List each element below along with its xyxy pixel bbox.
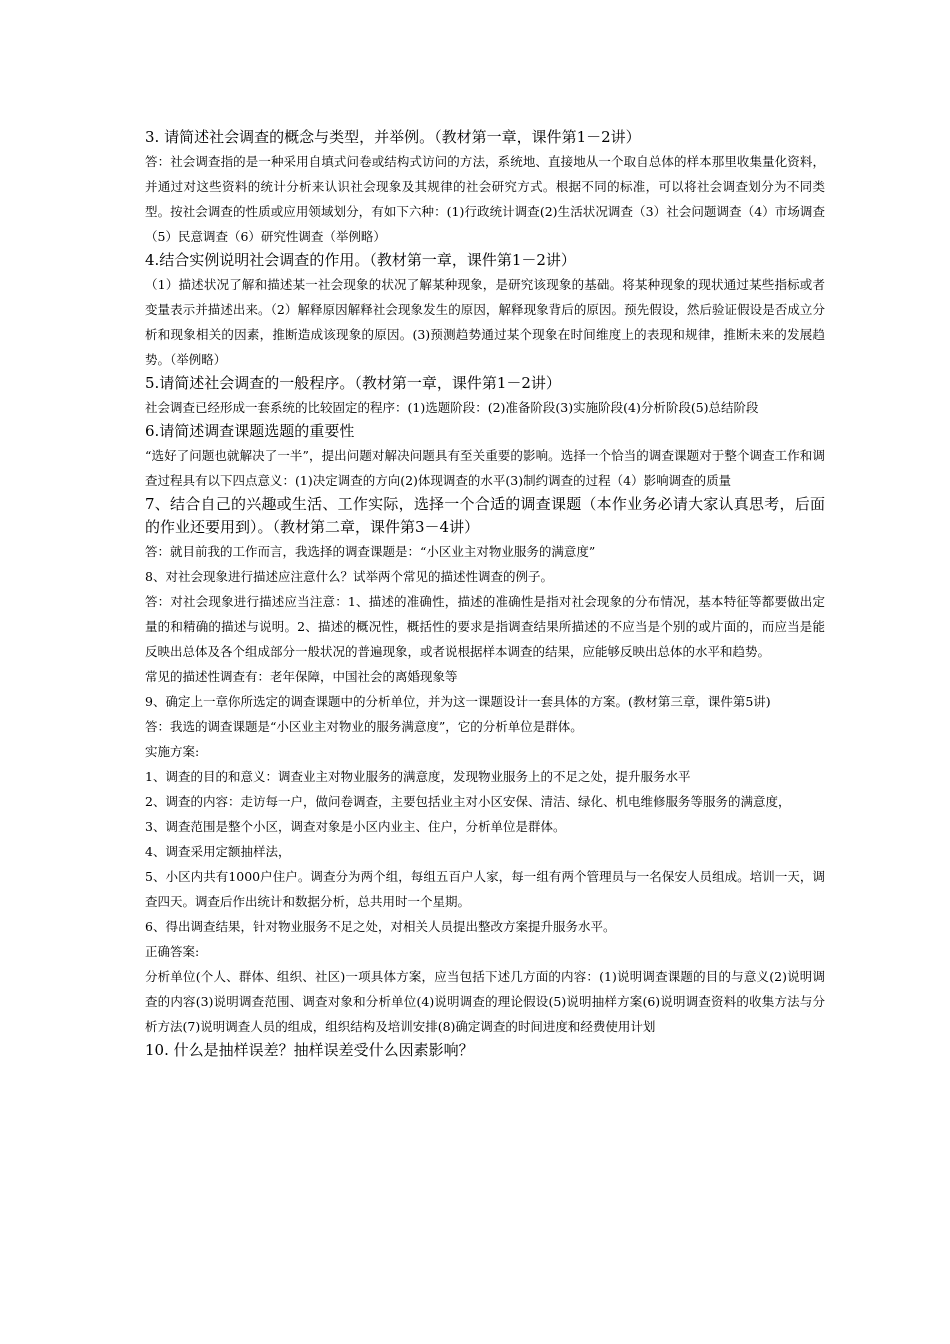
answer-5: 社会调查已经形成一套系统的比较固定的程序：(1)选题阶段：(2)准备阶段(3)实施阶段(4)分析阶段(5)总结阶段 — [145, 400, 759, 415]
answer-8-examples: 常见的描述性调查有：老年保障，中国社会的离婚现象等 — [145, 669, 458, 684]
question-5-heading: 5.请简述社会调查的一般程序。（教材第一章，课件第1－2讲） — [145, 374, 561, 392]
answer-3: 答：社会调查指的是一种采用自填式问卷或结构式访问的方法，系统地、直接地从一个取自总体的样本那里收集量化资料，并通过对这些资料的统计分析来认识社会现象及其规律的社会研究方式。根据不同的标准，可以将社会调查划分为不同类型。按社会调查的性质或应用领域划分，有如下六种：(1)行政统计调查(2)生活状况调查（3）社会问题调查（4）市场调查（5）民意调查（6）研究性调查（举例略） — [145, 154, 825, 244]
plan-item-6: 6、得出调查结果，针对物业服务不足之处，对相关人员提出整改方案提升服务水平。 — [145, 919, 616, 934]
plan-item-4: 4、调查采用定额抽样法， — [145, 844, 291, 859]
document-page — [145, 126, 825, 1062]
correct-answer-label: 正确答案: — [145, 944, 200, 959]
question-9-heading: 9、确定上一章你所选定的调查课题中的分析单位，并为这一课题设计一套具体的方案。(教材第三章，课件第5讲) — [145, 694, 771, 709]
plan-item-1: 1、调查的目的和意义：调查业主对物业服务的满意度，发现物业服务上的不足之处，提升服务水平 — [145, 769, 691, 784]
question-6-heading: 6.请简述调查课题选题的重要性 — [145, 422, 355, 440]
plan-title: 实施方案: — [145, 744, 200, 759]
question-3-heading: 3. 请简述社会调查的概念与类型，并举例。（教材第一章，课件第1－2讲） — [145, 128, 641, 146]
plan-item-3: 3、调查范围是整个小区，调查对象是小区内业主、住户，分析单位是群体。 — [145, 819, 566, 834]
plan-item-2: 2、调查的内容：走访每一户，做问卷调查，主要包括业主对小区安保、清洁、绿化、机电维修服务等服务的满意度， — [145, 794, 791, 809]
question-8-heading: 8、对社会现象进行描述应注意什么？试举两个常见的描述性调查的例子。 — [145, 569, 553, 584]
question-7-heading: 7、结合自己的兴趣或生活、工作实际，选择一个合适的调查课题（本作业务必请大家认真思考，后面的作业还要用到）。（教材第二章，课件第3－4讲） — [145, 495, 825, 536]
answer-9: 答：我选的调查课题是“小区业主对物业的服务满意度”，它的分析单位是群体。 — [145, 719, 583, 734]
answer-4: （1）描述状况了解和描述某一社会现象的状况了解某种现象，是研究该现象的基础。将某种现象的现状通过某些指标或者变量表示并描述出来。（2）解释原因解释社会现象发生的原因，解释现象背后的原因。预先假设，然后验证假设是否成立分析和现象相关的因素，推断造成该现象的原因。(3)预测趋势通过某个现象在时间维度上的表现和规律，推断未来的发展趋势。（举例略） — [145, 277, 825, 367]
question-4-heading: 4.结合实例说明社会调查的作用。（教材第一章，课件第1－2讲） — [145, 251, 576, 269]
question-10-heading: 10. 什么是抽样误差？抽样误差受什么因素影响？ — [145, 1041, 474, 1059]
answer-6: “选好了问题也就解决了一半”，提出问题对解决问题具有至关重要的影响。选择一个恰当的调查课题对于整个调查工作和调查过程具有以下四点意义：(1)决定调查的方向(2)体现调查的水平(3)制约调查的过程（4）影响调查的质量 — [145, 448, 825, 488]
plan-item-5: 5、小区内共有1000户住户。调查分为两个组，每组五百户人家，每一组有两个管理员与一名保安人员组成。培训一天，调查四天。调查后作出统计和数据分析，总共用时一个星期。 — [145, 869, 825, 909]
correct-answer-text: 分析单位(个人、群体、组织、社区)一项具体方案，应当包括下述几方面的内容：(1)说明调查课题的目的与意义(2)说明调查的内容(3)说明调查范围、调查对象和分析单位(4)说明调查的理论假设(5)说明抽样方案(6)说明调查资料的收集方法与分析方法(7)说明调查人员的组成，组织结构及培训安排(8)确定调查的时间进度和经费使用计划 — [145, 969, 825, 1034]
answer-8: 答：对社会现象进行描述应当注意：1、描述的准确性，描述的准确性是指对社会现象的分布情况，基本特征等都要做出定量的和精确的描述与说明。2、描述的概况性，概括性的要求是指调查结果所描述的不应当是个别的或片面的，而应当是能反映出总体及各个组成部分一般状况的普遍现象，或者说根据样本调查的结果，应能够反映出总体的水平和趋势。 — [145, 594, 825, 659]
answer-7: 答：就目前我的工作而言，我选择的调查课题是：“小区业主对物业服务的满意度” — [145, 544, 596, 559]
